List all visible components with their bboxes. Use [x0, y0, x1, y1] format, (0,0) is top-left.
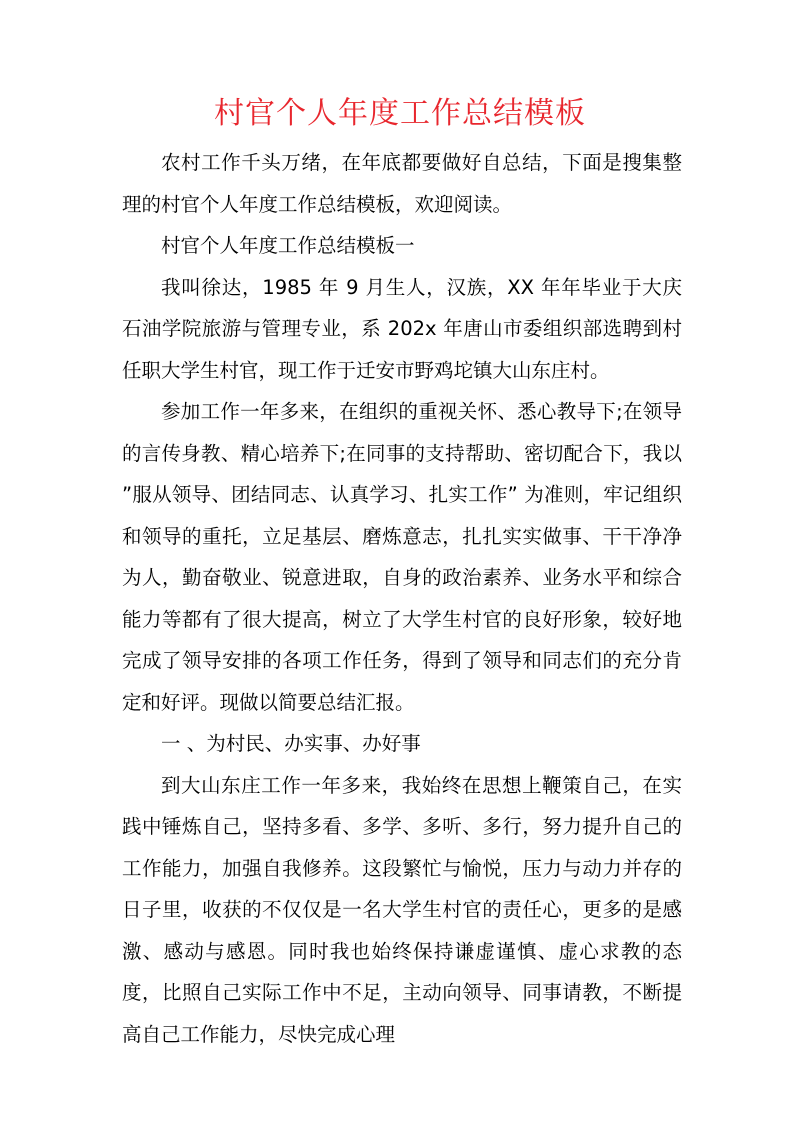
personal-info-paragraph: 我叫徐达，1985 年 9 月生人，汉族，XX 年年毕业于大庆石油学院旅游与管理专业，系 202x 年唐山市委组织部选聘到村任职大学生村官，现工作于迁安市野鸡坨镇大山东庄村。 [122, 275, 682, 382]
section-heading: 村官个人年度工作总结模板一 [161, 234, 415, 257]
work-detail-paragraph: 到大山东庄工作一年多来，我始终在思想上鞭策自己，在实践中锤炼自己，坚持多看、多学、多听、多行，努力提升自己的工作能力，加强自我修养。这段繁忙与愉悦，压力与动力并存的日子里，收获的不仅仅是一名大学生村官的责任心，更多的是感激、感动与感恩。同时我也始终保持谦虚谨慎、虚心求教的态度，比照自己实际工作中不足，主动向领导、同事请教，不断提高自己工作能力，尽快完成心理 [122, 773, 682, 1046]
document-title: 村官个人年度工作总结模板 [214, 96, 586, 131]
subsection-heading: 一 、为村民、办实事、办好事 [161, 732, 421, 755]
work-overview-paragraph: 参加工作一年多来，在组织的重视关怀、悉心教导下;在领导的言传身教、精心培养下;在同事的支持帮助、密切配合下，我以 ”服从领导、团结同志、认真学习、扎实工作” 为准则，牢记组织和领导的重托，立足基层、磨炼意志，扎扎实实做事、干干净净为人，勤奋敬业、锐意进取，自身的政治素养、业务水平和综合能力等都有了很大提高，树立了大学生村官的良好形象，较好地完成了领导安排的各项工作任务，得到了领导和同志们的充分肯定和好评。现做以简要总结汇报。 [122, 400, 682, 714]
intro-paragraph: 农村工作千头万绪，在年底都要做好自总结，下面是搜集整理的村官个人年度工作总结模板，欢迎阅读。 [122, 151, 682, 216]
document-body [122, 142, 682, 1055]
